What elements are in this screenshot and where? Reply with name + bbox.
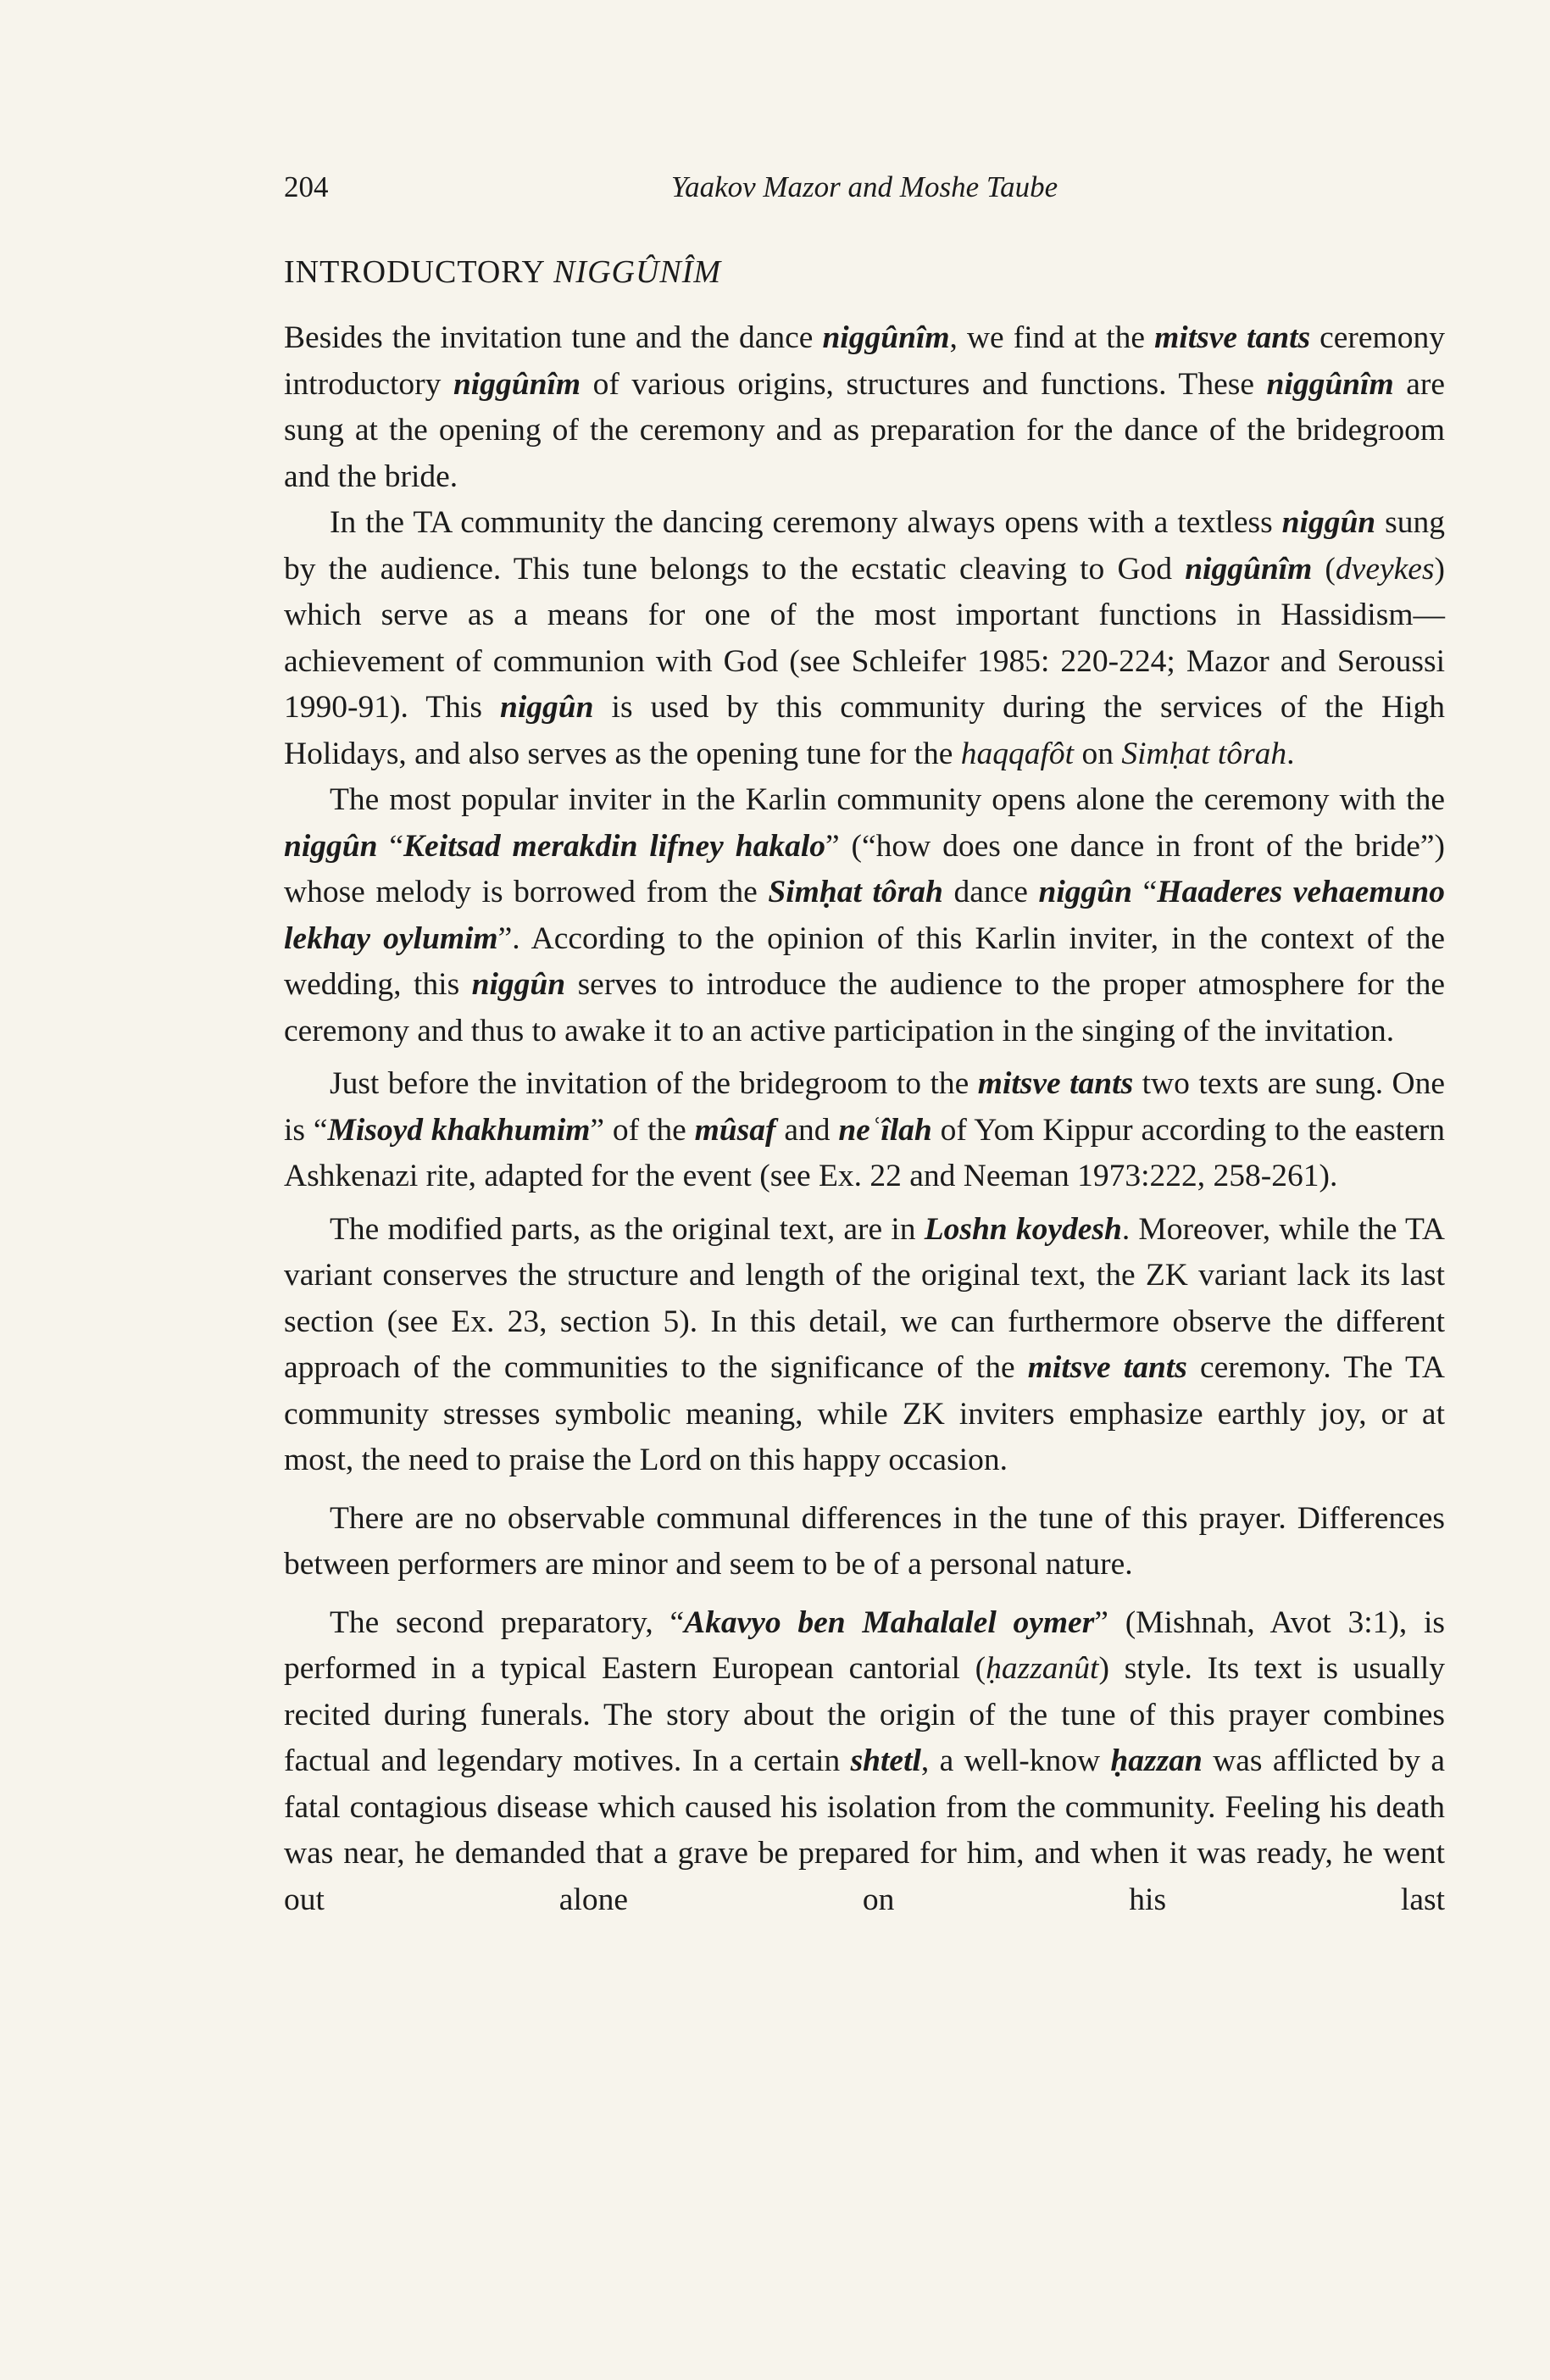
- body-text: [284, 315, 1445, 1923]
- emphasized-term: mûsaf: [694, 1112, 776, 1148]
- text-run: “: [377, 828, 404, 864]
- emphasized-term: mitsve tants: [1154, 320, 1311, 355]
- text-run: The most popular inviter in the Karlin community opens alone the ceremony with the: [330, 782, 1445, 817]
- text-run: The modified parts, as the original text, are in: [330, 1211, 925, 1247]
- running-head: [284, 166, 1445, 209]
- text-run: ceremony. The TA community stresses symbolic meaning, while ZK inviters emphasize earthly joy, or at most, the need to praise the Lord on this happy occasion.: [284, 1350, 1445, 1477]
- text-run: . Moreover, while the TA variant conserves the structure and length of the original text, the ZK variant lack its last section (see Ex. 23, section 5). In this detail, we can furthermore observe the different approach of the communities to the significance of the: [284, 1211, 1446, 1385]
- emphasized-term: Loshn koydesh: [924, 1211, 1122, 1247]
- emphasized-term: niggûnîm: [1266, 366, 1394, 402]
- emphasized-term: Misoyd khakhumim: [327, 1112, 591, 1148]
- italic-term: dveykes: [1335, 551, 1435, 587]
- text-run: ” (Mishnah, Avot 3:1), is performed in a typical Eastern European cantorial (: [284, 1604, 1445, 1686]
- emphasized-term: niggûnîm: [453, 366, 581, 402]
- page-number: 204: [284, 170, 329, 203]
- text-run: ” (“how does one dance in front of the bride”) whose melody is borrowed from the: [284, 828, 1445, 909]
- emphasized-term: mitsve tants: [977, 1066, 1134, 1101]
- text-run: “: [1132, 875, 1158, 909]
- paragraph-4: [284, 1061, 1445, 1200]
- paragraph-6: [284, 1496, 1445, 1588]
- emphasized-term: mitsve tants: [1027, 1350, 1187, 1385]
- emphasized-term: Simḥat tôrah: [768, 875, 943, 909]
- text-run: ) style. Its text is usually recited during funerals. The story about the origin of the tune of this prayer combines factual and legendary motives. In a certain: [284, 1651, 1445, 1778]
- text-run: , a well-know: [920, 1743, 1111, 1778]
- paragraph-1: [284, 315, 1445, 500]
- text-run: ) which serve as a means for one of the most important functions in Hassidism—achievement of communion with God (see Schleifer 1985: 220-224; Mazor and Seroussi 1990-91). This: [284, 551, 1445, 725]
- text-run: on: [1074, 736, 1122, 771]
- emphasized-term: shtetl: [850, 1743, 921, 1778]
- emphasized-term: Haaderes vehaemuno lekhay oylumim: [284, 875, 1445, 956]
- text-run: and: [775, 1112, 839, 1148]
- text-run: of various origins, structures and functions. These: [581, 366, 1267, 402]
- text-run: sung by the audience. This tune belongs to the ecstatic cleaving to God: [284, 505, 1445, 587]
- emphasized-term: Keitsad merakdin lifney hakalo: [403, 828, 825, 864]
- text-run: two texts are sung. One is “: [284, 1066, 1445, 1148]
- emphasized-term: niggûnîm: [1185, 551, 1313, 587]
- text-run: ” of the: [590, 1112, 695, 1148]
- emphasized-term: Akavyo ben Mahalalel oymer: [684, 1604, 1095, 1640]
- emphasized-term: niggûn: [1281, 505, 1376, 540]
- text-run: In the TA community the dancing ceremony always opens with a textless: [330, 505, 1282, 540]
- text-run: There are no observable communal differences in the tune of this prayer. Differences between performers are minor and seem to be of a personal nature.: [284, 1500, 1445, 1582]
- section-heading: [284, 251, 721, 293]
- text-run: is used by this community during the services of the High Holidays, and also serves as the opening tune for the: [284, 690, 1446, 771]
- section-heading-term: NIGGÛNÎM: [553, 254, 722, 290]
- text-run: .: [1286, 736, 1295, 771]
- paragraph-2: [284, 500, 1445, 777]
- italic-term: haqqafôt: [960, 736, 1075, 771]
- text-run: Just before the invitation of the bridegroom to the: [330, 1066, 978, 1101]
- paragraph-7: [284, 1600, 1445, 1924]
- paragraph-5: [284, 1207, 1445, 1484]
- text-run: (: [1312, 551, 1336, 587]
- text-run: dance: [942, 875, 1039, 909]
- text-run: was afflicted by a fatal contagious disease which caused his isolation from the community. Feeling his death was near, he demanded that a grave be prepared for him, and when it was ready, he went out alone on his last: [284, 1743, 1445, 1917]
- emphasized-term: ḥazzan: [1110, 1743, 1203, 1778]
- text-run: ”. According to the opinion of this Karlin inviter, in the context of the wedding, this: [284, 920, 1445, 1002]
- emphasized-term: niggûn: [1038, 875, 1133, 909]
- text-run: The second preparatory, “: [330, 1604, 685, 1640]
- emphasized-term: niggûn: [499, 690, 594, 725]
- text-run: serves to introduce the audience to the proper atmosphere for the ceremony and thus to awake it to an active participation in the singing of the invitation.: [284, 967, 1445, 1048]
- text-run: Besides the invitation tune and the dance: [284, 320, 823, 355]
- italic-term: Simḥat tôrah: [1121, 736, 1287, 771]
- emphasized-term: niggûnîm: [822, 320, 950, 355]
- text-run: ceremony introductory: [284, 320, 1445, 402]
- text-run: , we find at the: [949, 320, 1155, 355]
- italic-term: ḥazzanût: [986, 1651, 1099, 1686]
- text-run: of Yom Kippur according to the eastern Ashkenazi rite, adapted for the event (see Ex. 22 and Neeman 1973:222, 258-261).: [284, 1112, 1445, 1193]
- running-head-authors: Yaakov Mazor and Moshe Taube: [670, 170, 1058, 203]
- paragraph-3: [284, 777, 1445, 1054]
- emphasized-term: niggûn: [284, 828, 378, 864]
- emphasized-term: neʿîlah: [838, 1112, 932, 1148]
- section-heading-prefix: INTRODUCTORY: [284, 254, 554, 290]
- text-run: are sung at the opening of the ceremony and as preparation for the dance of the bridegroom and the bride.: [284, 366, 1445, 494]
- emphasized-term: niggûn: [471, 967, 566, 1002]
